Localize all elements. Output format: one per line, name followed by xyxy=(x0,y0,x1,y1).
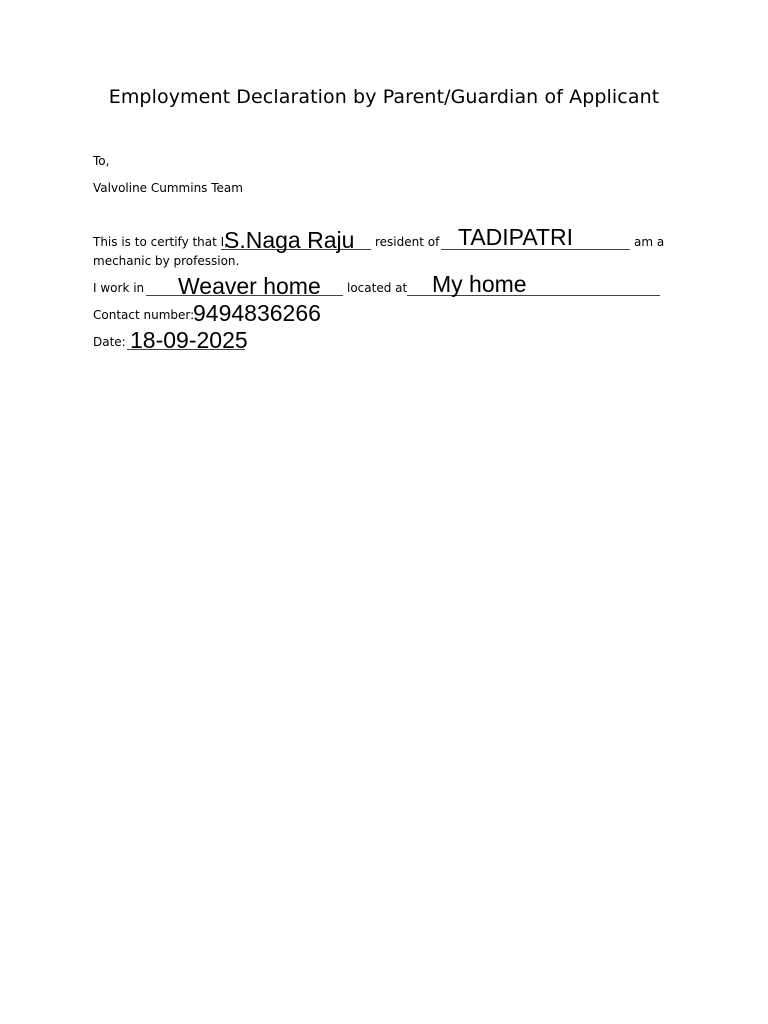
residence-field-value: TADIPATRI xyxy=(458,224,573,250)
contact-field-value: 9494836266 xyxy=(193,300,321,326)
name-field-value: S.Naga Raju xyxy=(224,227,355,253)
certify-prefix: This is to certify that I, xyxy=(93,235,229,249)
workplace-field-value: Weaver home xyxy=(178,273,321,299)
certify-mid: resident of xyxy=(375,235,440,249)
contact-label: Contact number: xyxy=(93,308,195,322)
salutation: To, xyxy=(93,154,110,168)
certify-suffix: am a xyxy=(634,235,665,249)
work-prefix: I work in xyxy=(93,281,145,295)
date-label: Date: xyxy=(93,335,126,349)
work-mid: located at xyxy=(347,281,408,295)
recipient: Valvoline Cummins Team xyxy=(93,181,243,195)
document-title: Employment Declaration by Parent/Guardian of Applicant xyxy=(108,86,660,108)
date-field-value: 18-09-2025 xyxy=(130,327,248,353)
location-field-value: My home xyxy=(432,271,527,297)
certify-continuation: mechanic by profession. xyxy=(93,254,240,268)
